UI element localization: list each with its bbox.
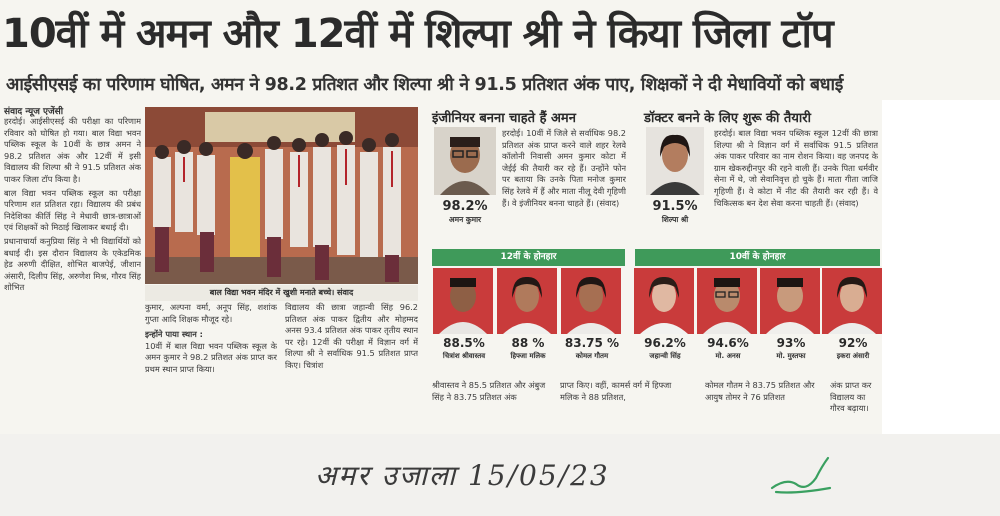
topper-score: 88 %: [511, 336, 545, 350]
shilpa-score: 91.5%: [652, 199, 698, 214]
middle-column-b: [285, 302, 418, 412]
topper-score: 88.5%: [443, 336, 485, 350]
left-para-2: बाल विद्या भवन पब्लिक स्कूल का परीक्षा परिणाम शत प्रतिशत रहा। विद्यालय की प्रबंध निदेशिका कीर्ति सिंह ने मेधावी छात्र-छात्राओं एवं शिक्षकों को मिठाई खिलाकर बधाई दी।: [4, 187, 141, 233]
bottom-text-2: प्राप्त किए। वहीं, कामर्स वर्ग में हिफ्जा मलिक ने 88 प्रतिशत,: [560, 380, 672, 402]
middle-column-a: [145, 302, 277, 412]
topper-12-2-photo: [497, 268, 557, 334]
topper-10-2-photo: [697, 268, 757, 334]
topper-10-1-photo: [634, 268, 694, 334]
topper-name: चित्रांश श्रीवास्तव: [442, 352, 486, 360]
signature-icon: [766, 448, 836, 498]
toppers-12-banner: 12वीं के होनहार: [432, 249, 625, 266]
mid-para-2: 10वीं में बाल विद्या भवन पब्लिक स्कूल के अमन कुमार ने 98.2 प्रतिशत अंक प्राप्त कर प्रथम स्थान प्राप्त किया।: [145, 340, 277, 374]
topper-score: 93%: [776, 336, 806, 350]
shilpa-story-text: हरदोई। बाल विद्या भवन पब्लिक स्कूल 12वीं की छात्रा शिल्पा श्री ने विज्ञान वर्ग में सर्वाधिक 91.5 प्रतिशत अंक पाकर परिवार का नाम रोशन किया। वह जनपद के ग्राम खेकरुद्दीनपुर की रहने वाली हैं। उनके पिता धर्मवीर सेना में थे, जो सेवानिवृत्त हो चुके हैं। माता गीता जाजि गृहिणी हैं। वे कोटा में नीट की तैयारी कर रही हैं। वे चिकित्सक बन देश सेवा करना चाहती हैं। (संवाद): [714, 128, 878, 208]
topper-score: 94.6%: [707, 336, 749, 350]
topper-name: मो. मुस्तफा: [776, 352, 806, 360]
bottom-text-3: कोमल गौतम ने 83.75 प्रतिशत और आयुष तोमर ने 76 प्रतिशत: [705, 380, 815, 402]
topper-score: 92%: [838, 336, 868, 350]
left-para-3: प्रधानाचार्या कनुप्रिया सिंह ने भी विद्यार्थियों को बधाई दी। इस दौरान विद्यालय के एकेडमिक हेड अरुणी दीक्षित, शोभित बाजपेई, जीशान अंसारी, दिलीप सिंह, अरुणेश मिश्र, गौरव सिंह शोभित: [4, 235, 141, 293]
topper-10-3-photo: [760, 268, 820, 334]
aman-portrait: [434, 127, 496, 195]
aman-story-title: इंजीनियर बनना चाहते हैं अमन: [432, 111, 576, 126]
topper-12-1-photo: [433, 268, 493, 334]
topper-name: हिफ्जा मलिक: [510, 352, 546, 360]
topper-score: 83.75 %: [564, 336, 620, 350]
aman-name: अमन कुमार: [448, 215, 482, 224]
shilpa-name: शिल्पा श्री: [661, 215, 689, 224]
handwritten-source-date: अमर उजाला 15/05/23: [315, 459, 610, 492]
byline: संवाद न्यूज एजेंसी: [4, 107, 64, 117]
bottom-text-4: अंक प्राप्त कर विद्यालय का गौरव बढ़ाया।: [830, 380, 872, 414]
shilpa-story-title: डॉक्टर बनने के लिए शुरू की तैयारी: [644, 111, 811, 126]
aman-score: 98.2%: [442, 199, 488, 214]
bottom-text-1: श्रीवास्तव ने 85.5 प्रतिशत और अंबुज सिंह ने 83.75 प्रतिशत अंक: [432, 380, 546, 402]
left-column: [4, 116, 141, 434]
topper-10-4-photo: [822, 268, 882, 334]
mid-para-3: विद्यालय की छात्रा जहान्वी सिंह 96.2 प्रतिशत अंक पाकर द्वितीय और मोहम्मद अनस 93.4 प्रतिशत अंक पाकर तृतीय स्थान पर रहे। 12वीं की परीक्षा में विज्ञान वर्ग में शिल्पा श्री ने सर्वाधिक 91.5 प्रतिशत प्राप्त किए। चित्रांश: [285, 302, 418, 370]
toppers-10-banner: 10वीं के होनहार: [635, 249, 880, 266]
white-margin: [882, 100, 1000, 434]
aman-story-text: हरदोई। 10वीं में जिले से सर्वाधिक 98.2 प्रतिशत अंक प्राप्त करने वाले शहर रेलवे कॉलोनी निवासी अमन कुमार कोटा में जेईई की तैयारी कर रहे हैं। उन्होंने फोन पर बताया कि उनके पिता मनोज कुमार सिंह रेलवे में हैं और माता नीलू देवी गृहिणी हैं। वे इंजीनियर बनना चाहते हैं। (संवाद): [502, 128, 626, 208]
topper-name: जहान्वी सिंह: [649, 352, 681, 360]
topper-score: 96.2%: [644, 336, 686, 350]
topper-name: कोमल गौतम: [575, 352, 609, 360]
mid-subhead: इन्होंने पाया स्थान :: [145, 329, 203, 340]
group-photo: [145, 107, 418, 284]
shilpa-portrait: [646, 127, 704, 195]
topper-name: इकरा अंसारी: [836, 352, 870, 360]
subheadline: आईसीएसई का परिणाम घोषित, अमन ने 98.2 प्रतिशत और शिल्पा श्री ने 91.5 प्रतिशत अंक पाए, शिक्षकों ने दी मेधावियों को बधाई: [6, 75, 844, 95]
photo-caption: बाल विद्या भवन मंदिर में खुशी मनाते बच्चे। संवाद: [145, 285, 418, 301]
headline: 10वीं में अमन और 12वीं में शिल्पा श्री ने किया जिला टॉप: [2, 11, 833, 57]
left-para-1: हरदोई। आईसीएसई की परीक्षा का परिणाम रविवार को घोषित हो गया। बाल विद्या भवन पब्लिक स्कूल के 10वीं के छात्र अमन ने 98.2 प्रतिशत अंक और 12वीं में इसी विद्यालय की शिल्पा श्री ने 91.5 प्रतिशत अंक पाकर जिला टॉप किया है।: [4, 116, 141, 184]
topper-12-3-photo: [561, 268, 621, 334]
mid-para-1: कुमार, अल्पना वर्मा, अनूप सिंह, शशांक गुप्ता आदि शिक्षक मौजूद रहे।: [145, 302, 277, 324]
topper-name: मो. अनस: [715, 352, 741, 360]
